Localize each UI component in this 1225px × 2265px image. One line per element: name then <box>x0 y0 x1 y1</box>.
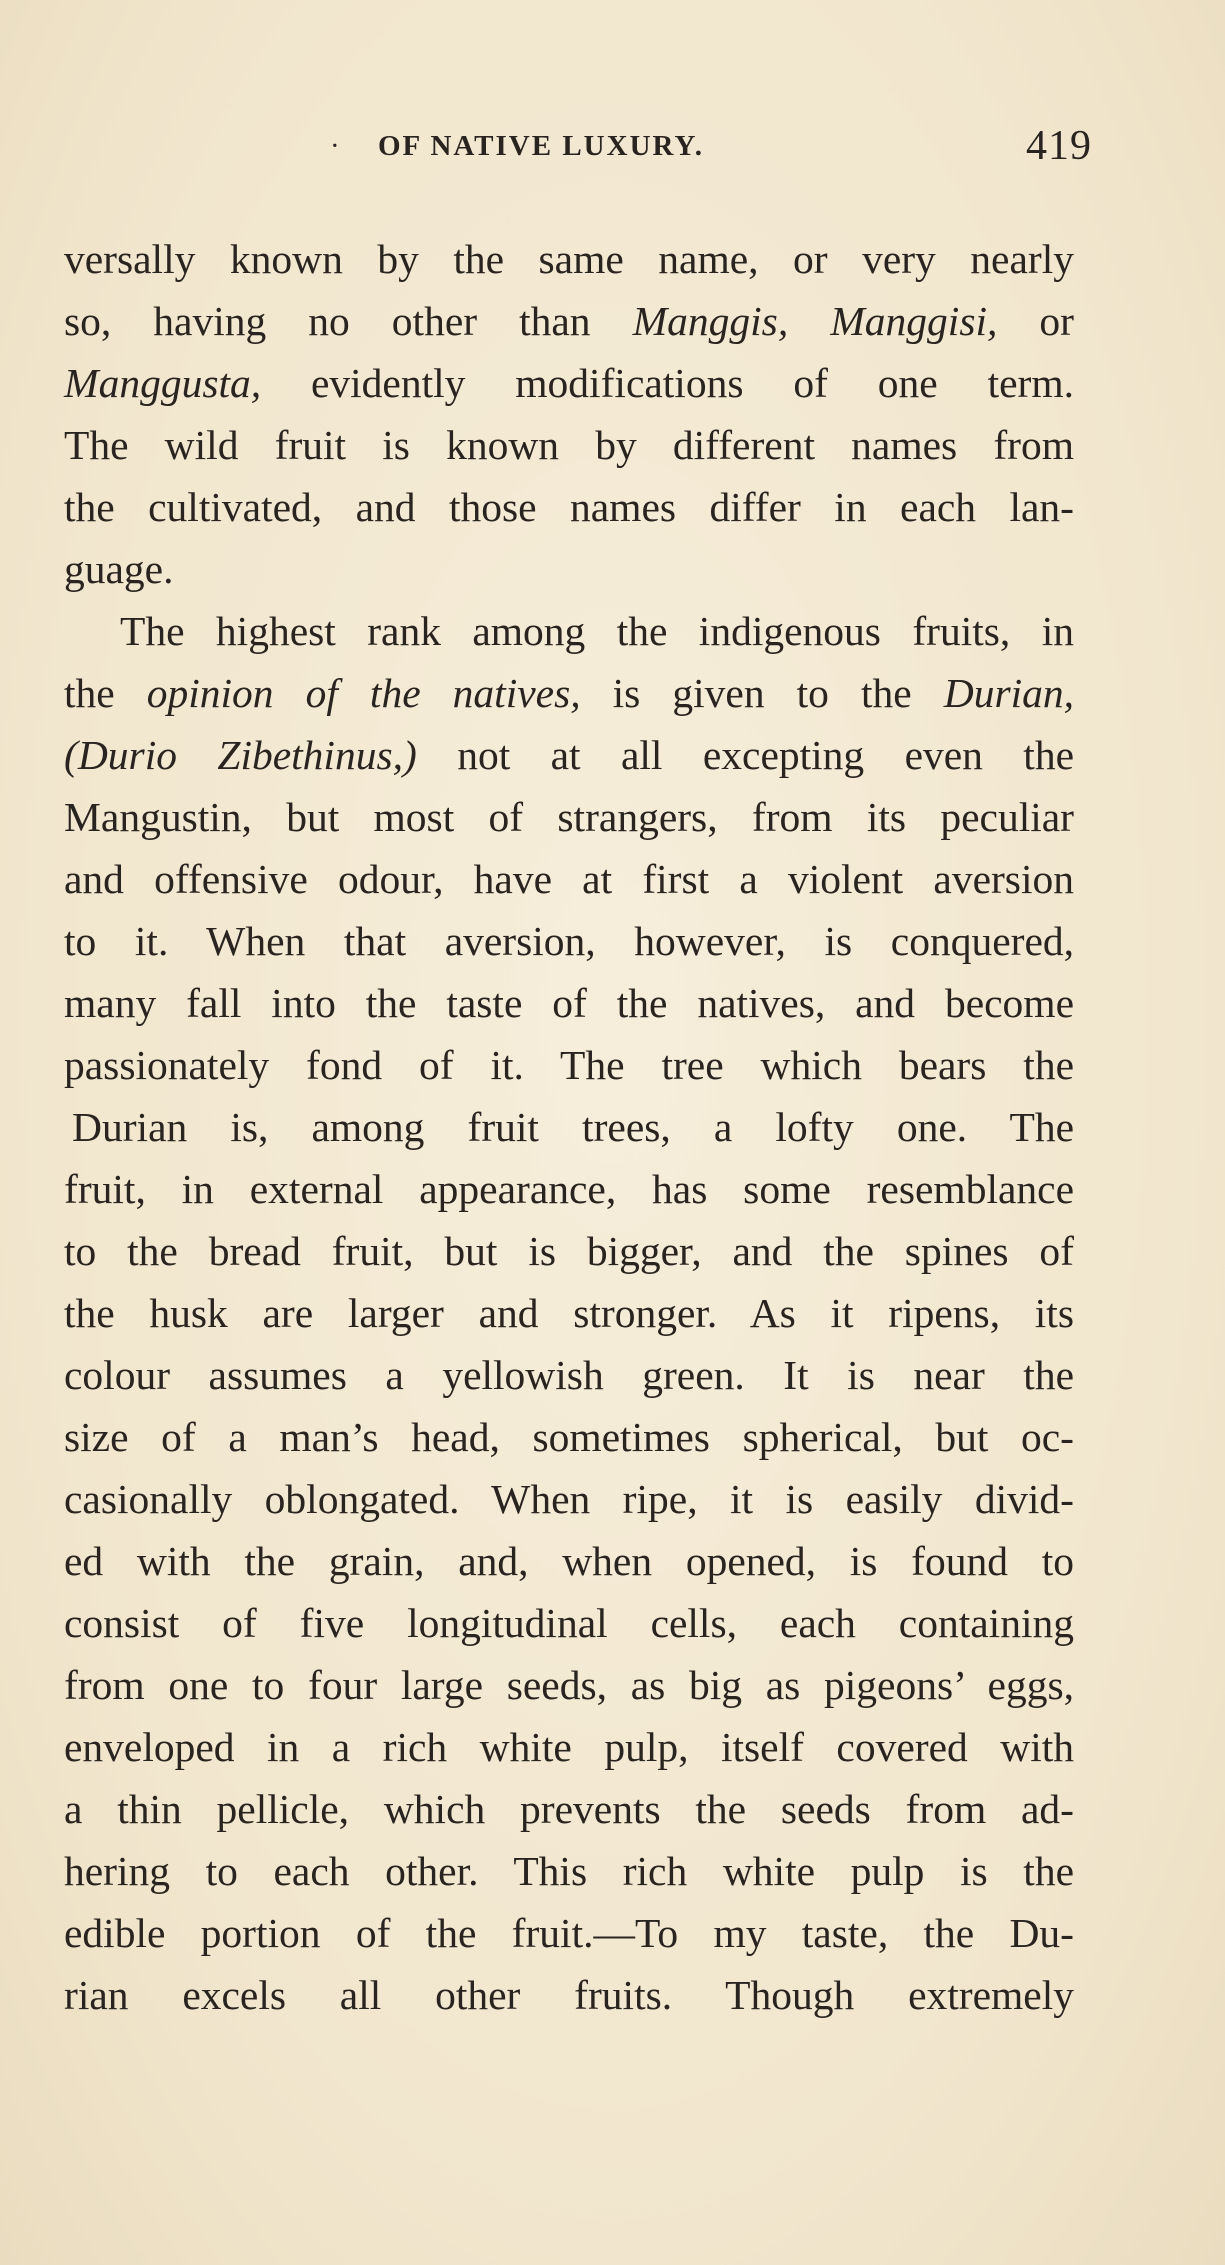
text-line <box>64 1530 1074 1592</box>
text-segment: is given to the <box>580 670 944 716</box>
text-segment: or <box>997 298 1074 344</box>
text-segment: passionately fond of it. The tree which bears the <box>64 1042 1074 1088</box>
text-segment: guage. <box>64 546 174 592</box>
text-segment: edible portion of the fruit.—To my taste, the Du- <box>64 1910 1074 1956</box>
text-segment: colour assumes a yellowish green. It is near the <box>64 1352 1074 1398</box>
text-segment: to it. When that aversion, however, is conquered, <box>64 918 1074 964</box>
text-line <box>64 476 1074 538</box>
text-line <box>64 1468 1074 1530</box>
text-line <box>64 538 1074 600</box>
text-line <box>64 1344 1074 1406</box>
text-segment: consist of five longitudinal cells, each containing <box>64 1600 1074 1646</box>
text-segment: size of a man’s head, sometimes spherical, but oc- <box>64 1414 1074 1460</box>
italic-text: opinion of the natives, <box>146 670 581 716</box>
italic-text: Manggusta, <box>64 360 262 406</box>
text-segment: rian excels all other fruits. Though extremely <box>64 1972 1074 2018</box>
text-segment: Durian is, among fruit trees, a lofty one. The <box>72 1104 1074 1150</box>
text-line <box>64 1778 1074 1840</box>
text-line <box>64 290 1074 352</box>
text-line <box>64 1282 1074 1344</box>
text-line <box>64 1158 1074 1220</box>
text-line <box>64 1220 1074 1282</box>
text-segment: ed with the grain, and, when opened, is found to <box>64 1538 1074 1584</box>
running-head-dot: · <box>330 130 340 162</box>
text-line <box>64 600 1074 662</box>
text-line <box>64 1096 1074 1158</box>
text-line <box>64 786 1074 848</box>
text-line <box>64 1034 1074 1096</box>
text-segment: casionally oblongated. When ripe, it is easily divid- <box>64 1476 1074 1522</box>
text-segment: The highest rank among the indigenous fruits, in <box>120 608 1074 654</box>
text-line <box>64 662 1074 724</box>
text-segment: many fall into the taste of the natives, and become <box>64 980 1074 1026</box>
text-line <box>64 1406 1074 1468</box>
text-segment: not at all excepting even the <box>416 732 1075 778</box>
running-head <box>330 123 1092 169</box>
text-line <box>64 352 1074 414</box>
text-segment: so, having no other than <box>64 298 633 344</box>
text-line <box>64 848 1074 910</box>
italic-text: Manggis, Manggisi, <box>632 298 998 344</box>
text-line <box>64 1592 1074 1654</box>
text-segment: Mangustin, but most of strangers, from its peculiar <box>64 794 1074 840</box>
text-segment: a thin pellicle, which prevents the seeds from ad- <box>64 1786 1074 1832</box>
page-number: 419 <box>1026 123 1092 169</box>
text-segment: enveloped in a rich white pulp, itself covered with <box>64 1724 1074 1770</box>
text-segment: evidently modifications of one term. <box>261 360 1074 406</box>
text-segment: hering to each other. This rich white pulp is the <box>64 1848 1074 1894</box>
italic-text: (Durio Zibethinus,) <box>64 732 417 778</box>
text-segment: from one to four large seeds, as big as pigeons’ eggs, <box>64 1662 1074 1708</box>
text-segment: and offensive odour, have at first a violent aversion <box>64 856 1074 902</box>
italic-text: Durian, <box>943 670 1074 716</box>
body-text <box>64 228 1074 2026</box>
text-segment: the husk are larger and stronger. As it ripens, its <box>64 1290 1074 1336</box>
text-line <box>64 972 1074 1034</box>
text-segment: The wild fruit is known by different names from <box>64 422 1074 468</box>
text-line <box>64 1654 1074 1716</box>
text-line <box>64 228 1074 290</box>
text-line <box>64 414 1074 476</box>
text-line <box>64 910 1074 972</box>
text-line <box>64 724 1074 786</box>
text-segment: the <box>64 670 147 716</box>
text-line <box>64 1716 1074 1778</box>
text-segment: to the bread fruit, but is bigger, and the spines of <box>64 1228 1074 1274</box>
running-head-title: OF NATIVE LUXURY. <box>378 130 704 162</box>
text-line <box>64 1840 1074 1902</box>
text-line <box>64 1964 1074 2026</box>
text-segment: versally known by the same name, or very nearly <box>64 236 1074 282</box>
text-line <box>64 1902 1074 1964</box>
text-segment: the cultivated, and those names differ in each lan- <box>64 484 1074 530</box>
text-segment: fruit, in external appearance, has some resemblance <box>64 1166 1074 1212</box>
